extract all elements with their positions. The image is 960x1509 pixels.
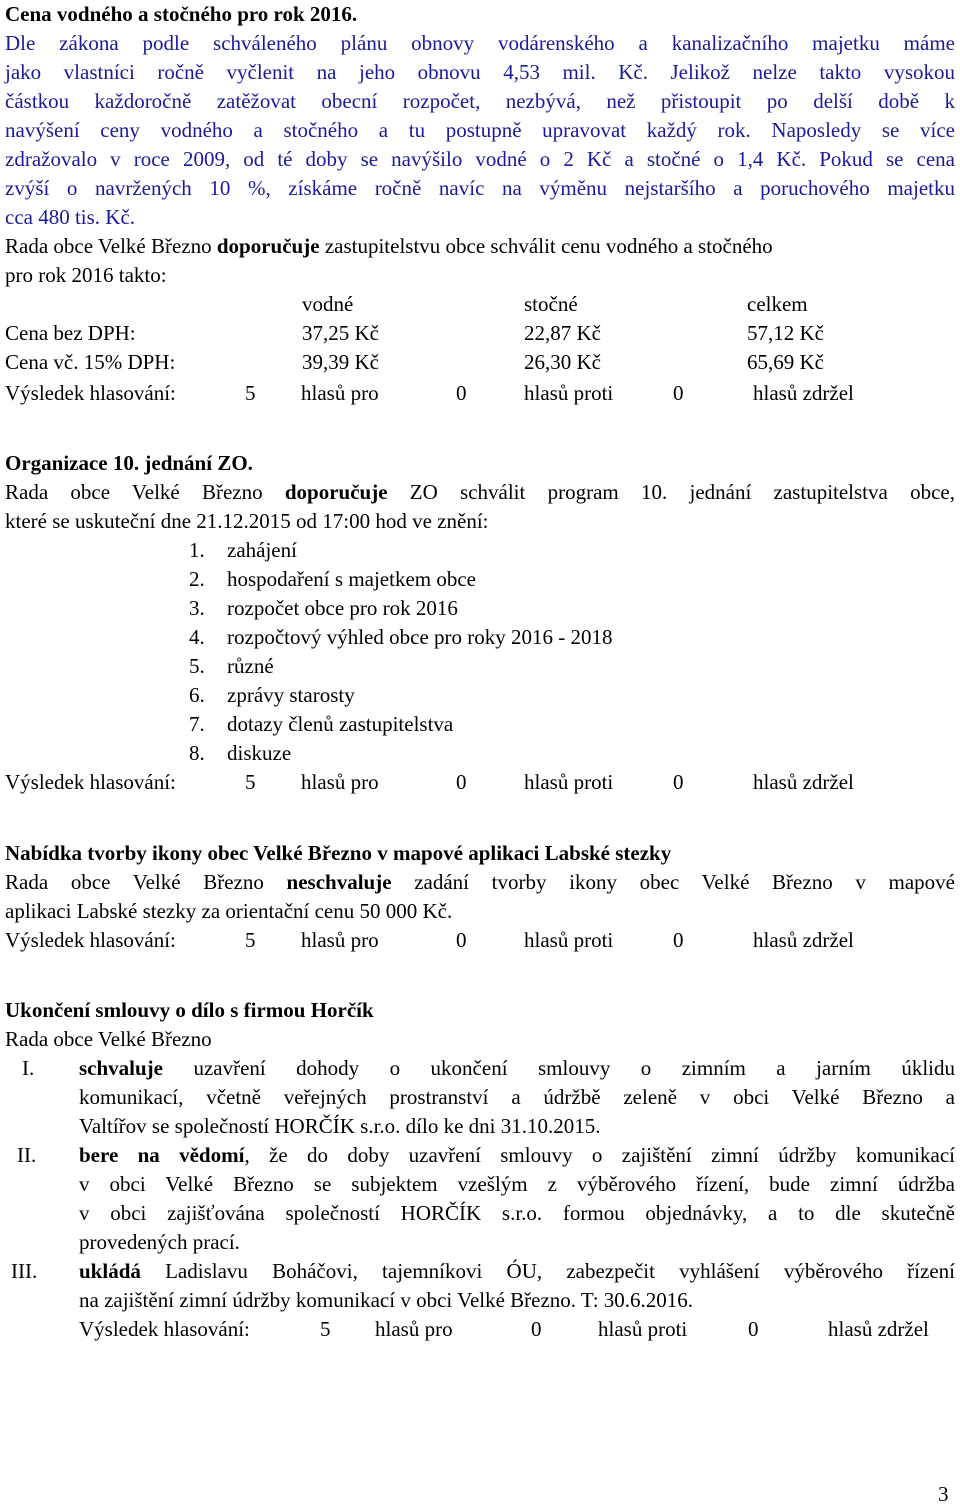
recommendation-verb: doporučuje bbox=[284, 480, 388, 504]
agenda-item-text: zprávy starosty bbox=[227, 683, 355, 707]
price-cell: 22,87 Kč bbox=[524, 321, 601, 345]
point-line: na zajištění zimní údržby komunikací v obci Velké Březno. T: 30.6.2016. bbox=[79, 1288, 694, 1312]
point-verb: ukládá bbox=[79, 1259, 141, 1283]
recommendation-line-2: pro rok 2016 takto: bbox=[5, 263, 167, 287]
section-title-horcik: Ukončení smlouvy o dílo s firmou Horčík bbox=[5, 998, 374, 1022]
vote-result bbox=[5, 926, 955, 955]
agenda-item bbox=[5, 536, 905, 565]
point-first-line bbox=[79, 1141, 955, 1170]
paragraph-line: Dle zákona podle schváleného plánu obnovy vodárenského a kanalizačního majetku máme bbox=[5, 31, 955, 55]
price-header-cell: celkem bbox=[747, 292, 808, 316]
vote-against-count: 0 bbox=[456, 381, 467, 405]
price-row-label: Cena bez DPH: bbox=[5, 321, 136, 345]
agenda-item-number: 3. bbox=[189, 596, 205, 620]
point-first-line bbox=[79, 1054, 955, 1083]
agenda-item bbox=[5, 623, 905, 652]
agenda-item bbox=[5, 739, 905, 768]
recommendation-line-2: které se uskuteční dne 21.12.2015 od 17:00 hod ve znění: bbox=[5, 509, 489, 533]
resolution-point bbox=[5, 1257, 955, 1286]
resolution-verb: neschvaluje bbox=[286, 870, 392, 894]
agenda-item-text: rozpočtový výhled obce pro roky 2016 - 2018 bbox=[227, 625, 613, 649]
agenda-item bbox=[5, 594, 905, 623]
agenda-item-text: hospodaření s majetkem obce bbox=[227, 567, 477, 591]
price-table-row bbox=[5, 319, 955, 348]
price-header-cell: stočné bbox=[524, 292, 578, 316]
vote-abstain-label: hlasů zdržel bbox=[753, 928, 854, 952]
resolution-point bbox=[5, 1141, 955, 1170]
agenda-item-number: 7. bbox=[189, 712, 205, 736]
point-line: provedených prací. bbox=[79, 1230, 240, 1254]
vote-abstain-label: hlasů zdržel bbox=[753, 770, 854, 794]
agenda-item bbox=[5, 652, 905, 681]
recommendation-verb: doporučuje bbox=[216, 234, 320, 258]
vote-for-count: 5 bbox=[245, 381, 256, 405]
agenda-item-number: 6. bbox=[189, 683, 205, 707]
agenda-item-number: 2. bbox=[189, 567, 205, 591]
paragraph-line: navýšení ceny vodného a stočného a tu postupně upravovat každý rok. Naposledy se více bbox=[5, 118, 955, 142]
point-number: II. bbox=[17, 1143, 37, 1167]
vote-against-label: hlasů proti bbox=[524, 381, 614, 405]
vote-abstain-count: 0 bbox=[673, 770, 684, 794]
agenda-item-text: různé bbox=[227, 654, 274, 678]
recommendation-post: ZO schválit program 10. jednání zastupitelstva obce, bbox=[387, 480, 955, 504]
agenda-item bbox=[5, 681, 905, 710]
point-line: v obci zajišťována společností HORČÍK s.r.o. formou objednávky, a to dle skutečně bbox=[79, 1201, 955, 1225]
point-verb: bere na vědomí bbox=[79, 1143, 245, 1167]
resolution-line bbox=[5, 868, 955, 897]
vote-for-count: 5 bbox=[245, 928, 256, 952]
agenda-item-number: 8. bbox=[189, 741, 205, 765]
vote-for-label: hlasů pro bbox=[301, 381, 379, 405]
vote-against-count: 0 bbox=[456, 770, 467, 794]
point-text: uzavření dohody o ukončení smlouvy o zimním a jarním úklidu bbox=[163, 1056, 955, 1080]
recommendation-pre: Rada obce Velké Březno bbox=[5, 234, 217, 258]
point-first-line bbox=[79, 1257, 955, 1286]
vote-result bbox=[5, 1315, 955, 1344]
point-line: v obci Velké Březno se subjektem vzešlým z výběrového řízení, bude zimní údržba bbox=[79, 1172, 955, 1196]
price-header-cell: vodné bbox=[302, 292, 354, 316]
resolution-pre: Rada obce Velké Březno bbox=[5, 870, 287, 894]
price-cell: 65,69 Kč bbox=[747, 350, 824, 374]
paragraph-line: zvýší o navržených 10 %, získáme ročně navíc na výměnu nejstaršího a poruchového majetku bbox=[5, 176, 955, 200]
price-cell: 39,39 Kč bbox=[302, 350, 379, 374]
agenda-item-number: 5. bbox=[189, 654, 205, 678]
vote-against-label: hlasů proti bbox=[524, 928, 614, 952]
point-line: komunikací, včetně veřejných prostranství a údržbě zeleně v obci Velké Březno a bbox=[79, 1085, 955, 1109]
vote-for-count: 5 bbox=[245, 770, 256, 794]
vote-against-label: hlasů proti bbox=[524, 770, 614, 794]
agenda-item-number: 1. bbox=[189, 538, 205, 562]
recommendation-line bbox=[5, 232, 773, 261]
vote-result bbox=[5, 379, 955, 408]
vote-label: Výsledek hlasování: bbox=[5, 770, 176, 794]
vote-abstain-count: 0 bbox=[673, 928, 684, 952]
point-number: III. bbox=[11, 1259, 38, 1283]
vote-result bbox=[5, 768, 955, 797]
agenda-item-text: dotazy členů zastupitelstva bbox=[227, 712, 454, 736]
price-cell: 26,30 Kč bbox=[524, 350, 601, 374]
resolution-line-2: aplikaci Labské stezky za orientační cenu 50 000 Kč. bbox=[5, 899, 453, 923]
recommendation-post: zastupitelstvu obce schválit cenu vodného a stočného bbox=[319, 234, 773, 258]
paragraph-line: částkou každoročně zatěžovat obecní rozpočet, nezbývá, než přistoupit po delší době k bbox=[5, 89, 955, 113]
paragraph-line: jako vlastníci ročně vyčlenit na jeho obnovu 4,53 mil. Kč. Jelikož nelze takto vysokou bbox=[5, 60, 955, 84]
price-cell: 37,25 Kč bbox=[302, 321, 379, 345]
vote-for-label: hlasů pro bbox=[301, 770, 379, 794]
vote-abstain-count: 0 bbox=[673, 381, 684, 405]
council-intro: Rada obce Velké Březno bbox=[5, 1027, 212, 1051]
price-table-row bbox=[5, 348, 955, 377]
price-row-label: Cena vč. 15% DPH: bbox=[5, 350, 176, 374]
vote-abstain-label: hlasů zdržel bbox=[828, 1317, 929, 1341]
section-title-organization: Organizace 10. jednání ZO. bbox=[5, 451, 253, 475]
page-number: 3 bbox=[938, 1482, 949, 1506]
vote-against-count: 0 bbox=[456, 928, 467, 952]
point-verb: schvaluje bbox=[79, 1056, 163, 1080]
section-title-water: Cena vodného a stočného pro rok 2016. bbox=[5, 2, 358, 26]
vote-abstain-label: hlasů zdržel bbox=[753, 381, 854, 405]
vote-abstain-count: 0 bbox=[748, 1317, 759, 1341]
agenda-item bbox=[5, 565, 905, 594]
vote-for-label: hlasů pro bbox=[301, 928, 379, 952]
vote-label: Výsledek hlasování: bbox=[79, 1317, 250, 1341]
point-line: Valtířov se společností HORČÍK s.r.o. dílo ke dni 31.10.2015. bbox=[79, 1114, 601, 1138]
point-number: I. bbox=[22, 1056, 35, 1080]
vote-label: Výsledek hlasování: bbox=[5, 381, 176, 405]
price-cell: 57,12 Kč bbox=[747, 321, 824, 345]
vote-label: Výsledek hlasování: bbox=[5, 928, 176, 952]
point-text: Ladislavu Boháčovi, tajemníkovi ÓU, zabezpečit vyhlášení výběrového řízení bbox=[140, 1259, 955, 1283]
recommendation-pre: Rada obce Velké Březno bbox=[5, 480, 285, 504]
paragraph-line: zdražovalo v roce 2009, od té doby se navýšilo vodné o 2 Kč a stočné o 1,4 Kč. Pokud se cena bbox=[5, 147, 955, 171]
vote-against-label: hlasů proti bbox=[598, 1317, 688, 1341]
agenda-item-text: zahájení bbox=[227, 538, 297, 562]
resolution-post: zadání tvorby ikony obec Velké Březno v mapové bbox=[391, 870, 955, 894]
vote-for-count: 5 bbox=[320, 1317, 331, 1341]
agenda-item-number: 4. bbox=[189, 625, 205, 649]
paragraph-line: cca 480 tis. Kč. bbox=[5, 205, 136, 229]
point-text: , že do doby uzavření smlouvy o zajištění zimní údržby komunikací bbox=[244, 1143, 955, 1167]
section-title-icon-offer: Nabídka tvorby ikony obec Velké Březno v mapové aplikaci Labské stezky bbox=[5, 841, 672, 865]
vote-for-label: hlasů pro bbox=[375, 1317, 453, 1341]
resolution-point bbox=[5, 1054, 955, 1083]
agenda-item-text: diskuze bbox=[227, 741, 292, 765]
recommendation-line bbox=[5, 478, 955, 507]
agenda-item bbox=[5, 710, 905, 739]
vote-against-count: 0 bbox=[531, 1317, 542, 1341]
price-table-header bbox=[5, 290, 955, 319]
agenda-item-text: rozpočet obce pro rok 2016 bbox=[227, 596, 458, 620]
